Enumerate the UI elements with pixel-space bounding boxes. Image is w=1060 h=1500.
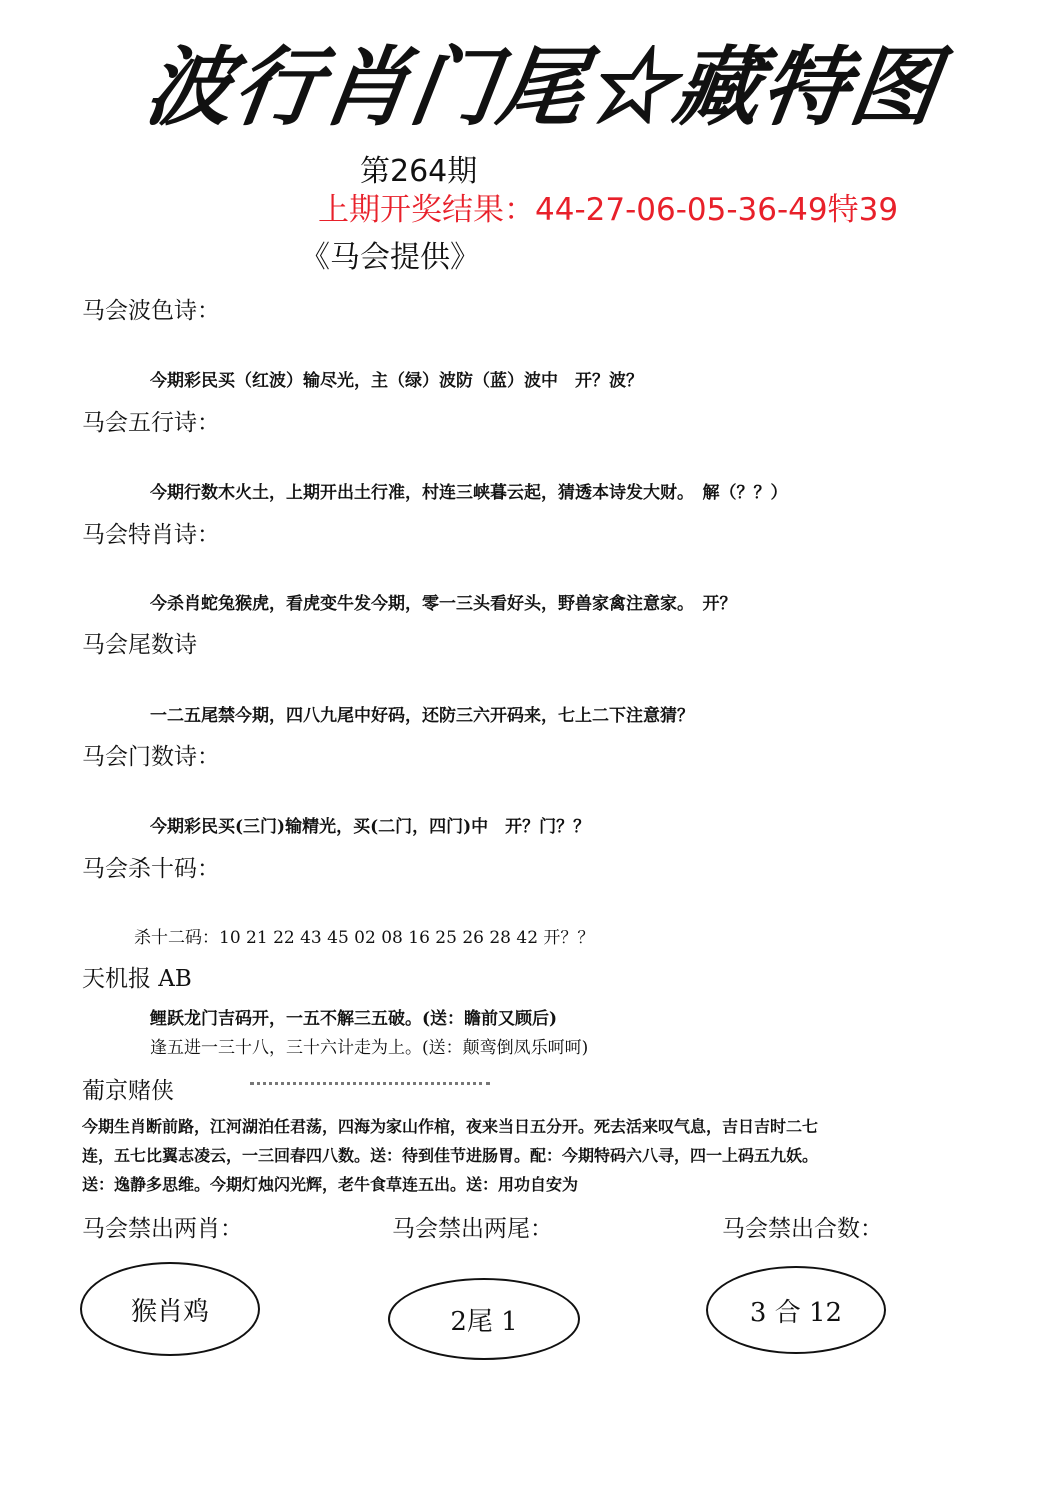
tianji-line-2: 逢五进一三十八，三十六计走为上。(送：颠鸾倒凤乐呵呵): [150, 1038, 589, 1058]
tail-poem-heading: 马会尾数诗: [82, 632, 197, 658]
pujing-line-1: 今期生肖断前路，江河湖泊任君荡，四海为家山作棺，夜来当日五分开。死去活来叹气息，吉日吉时二七: [82, 1117, 819, 1136]
zodiac-poem: 今杀肖蛇兔猴虎，看虎变牛发今期，零一三头看好头，野兽家禽注意家。 开？: [150, 594, 737, 614]
ban-zodiac-value: 猴肖鸡: [130, 1296, 209, 1327]
ban-sum-value: 3 合 12: [749, 1297, 843, 1328]
tianji-heading: 天机报 AB: [82, 966, 192, 992]
provider-label: 《马会提供》: [300, 240, 480, 275]
ban-sum-label: 马会禁出合数：: [722, 1216, 883, 1242]
pujing-line-3: 送：逸静多思维。今期灯烛闪光辉，老牛食草连五出。送：用功自安为: [82, 1175, 579, 1194]
ban-zodiac-ellipse: [80, 1262, 260, 1356]
tianji-line-1: 鲤跃龙门吉码开，一五不解三五破。(送：瞻前又顾后): [150, 1009, 558, 1029]
pujing-heading: 葡京赌侠: [82, 1078, 174, 1104]
door-poem: 今期彩民买(三门)输精光，买(二门，四门)中 开？门？？: [150, 817, 591, 837]
ban-zodiac-label: 马会禁出两肖：: [82, 1216, 243, 1242]
ban-tail-ellipse: [388, 1278, 580, 1360]
issue-number: 第264期: [360, 154, 478, 189]
kill-twelve-numbers: 杀十二码：10 21 22 43 45 02 08 16 25 26 28 42 开？？: [134, 928, 595, 948]
five-elements-heading: 马会五行诗：: [82, 410, 220, 436]
ban-tail-label: 马会禁出两尾：: [392, 1216, 553, 1242]
ban-tail-value: 2尾 1: [450, 1306, 518, 1337]
tail-poem: 一二五尾禁今期，四八九尾中好码，还防三六开码来，七上二下注意猜？: [150, 706, 694, 726]
kill-ten-heading: 马会杀十码：: [82, 856, 220, 882]
wave-poem: 今期彩民买（红波）输尽光，主（绿）波防（蓝）波中 开？波？: [150, 371, 643, 391]
wave-poem-heading: 马会波色诗：: [82, 298, 220, 324]
five-elements-poem: 今期行数木火土，上期开出土行准，村连三峡暮云起，猜透本诗发大财。 解（？？）: [150, 483, 788, 503]
page-title: 波行肖门尾☆藏特图: [139, 37, 946, 138]
door-poem-heading: 马会门数诗：: [82, 744, 220, 770]
pujing-line-2: 连，五七比翼志凌云，一三回春四八数。送：待到佳节进肠胃。配：今期特码六八寻，四一上码五九妖。: [82, 1146, 819, 1165]
zodiac-poem-heading: 马会特肖诗：: [82, 522, 220, 548]
scan-smudge: [250, 1082, 490, 1091]
pujing-body: [82, 1112, 962, 1199]
last-draw-result: 上期开奖结果：44-27-06-05-36-49特39: [318, 192, 899, 228]
ban-sum-ellipse: [706, 1266, 886, 1354]
